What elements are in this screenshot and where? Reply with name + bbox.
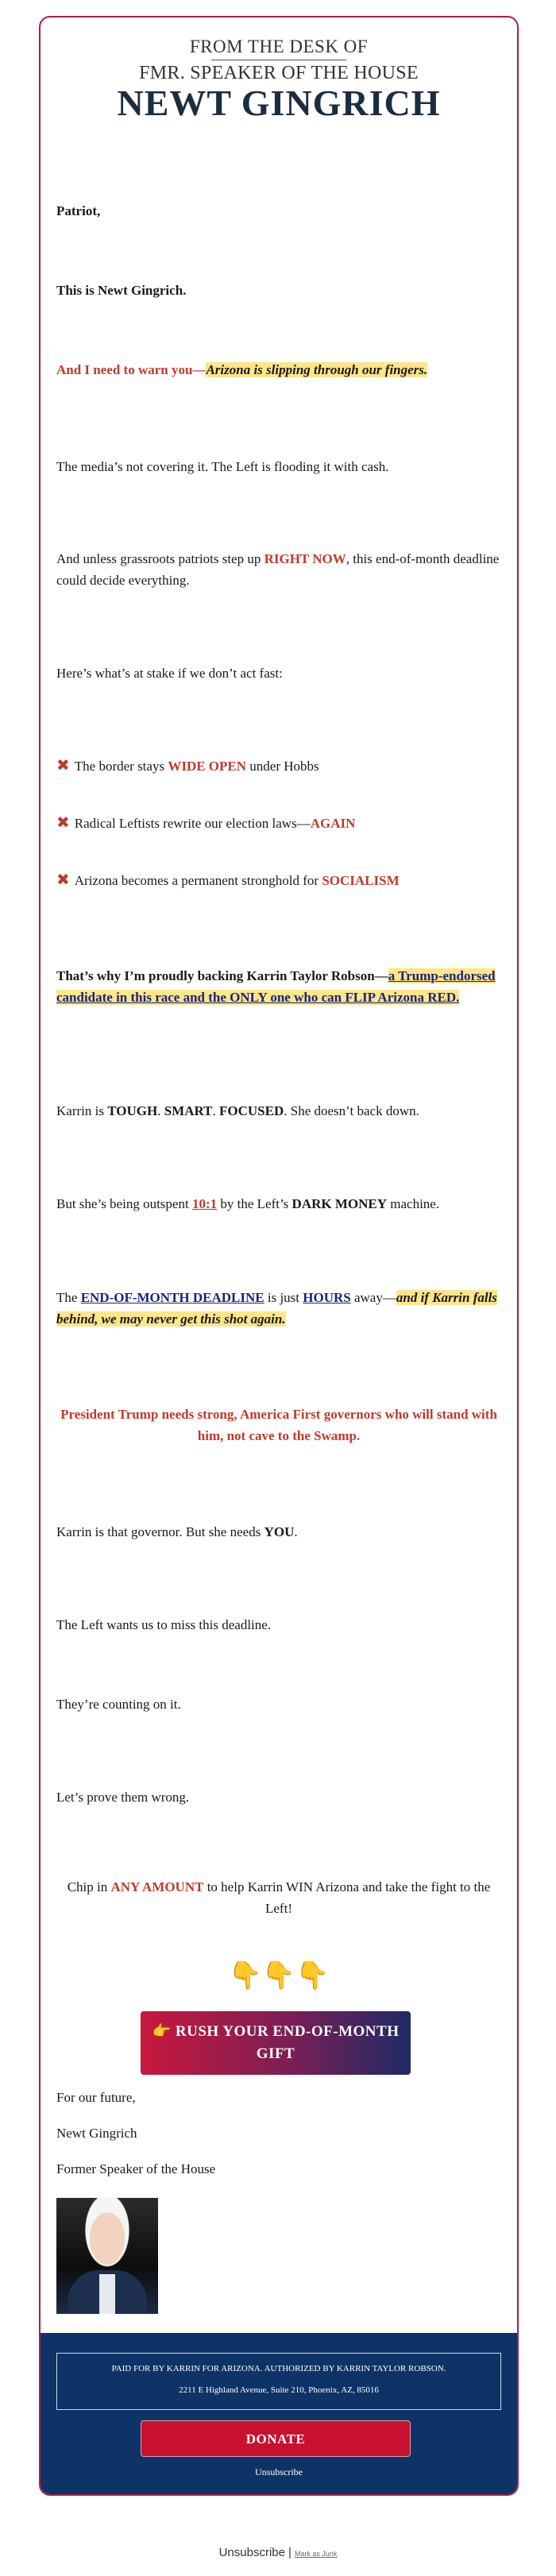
letterhead-line-2: FMR. SPEAKER OF THE HOUSE — [139, 63, 419, 83]
deadline-text-1: The — [56, 1290, 81, 1305]
prove-paragraph: Let’s prove them wrong. — [56, 1790, 190, 1805]
cross-mark-icon: ✖ — [56, 755, 70, 774]
backing-link[interactable]: a Trump-endorsed candidate in this race and the ONLY one who can FLIP Arizona RED. — [56, 968, 496, 1005]
disclaimer-box — [56, 2353, 501, 2410]
governor-period: . — [294, 1524, 298, 1539]
unsubscribe-link[interactable]: Unsubscribe — [218, 2546, 285, 2559]
letterhead — [41, 17, 517, 122]
bullet-3-emphasis: SOCIALISM — [322, 873, 400, 888]
bottom-bar — [0, 2546, 556, 2559]
tough-text-end: . She doesn’t back down. — [284, 1103, 419, 1118]
backing-text: That’s why I’m proudly backing Karrin Taylor Robson— — [56, 968, 388, 983]
email-card — [39, 16, 519, 2496]
paid-for-line: PAID FOR BY KARRIN FOR ARIZONA. AUTHORIZED BY KARRIN TAYLOR ROBSON. — [111, 2364, 446, 2373]
trump-statement: President Trump needs strong, America First governors who will stand with him, not cave to the Swamp. — [60, 1407, 497, 1443]
any-amount-emphasis: ANY AMOUNT — [110, 1879, 204, 1894]
cross-mark-icon: ✖ — [56, 870, 70, 889]
outspent-text-end: machine. — [387, 1196, 440, 1211]
media-paragraph: The media’s not covering it. The Left is flooding it with cash. — [56, 459, 389, 474]
deadline-link[interactable]: END-OF-MONTH DEADLINE — [80, 1290, 264, 1305]
tough-sep-1: . — [157, 1103, 164, 1118]
letterhead-name: NEWT GINGRICH — [117, 83, 441, 123]
footer-unsubscribe-link[interactable]: Unsubscribe — [255, 2466, 303, 2478]
unless-text-1: And unless grassroots patriots step up — [56, 551, 264, 566]
tough-word: TOUGH — [107, 1103, 158, 1118]
chip-text-2: to help Karrin WIN Arizona and take the fight to the Left! — [203, 1879, 491, 1916]
signoff: For our future, — [56, 2090, 136, 2105]
address-line: 2211 E Highland Avenue, Suite 210, Phoenix, AZ, 85016 — [179, 2385, 379, 2395]
bullet-2-text: Radical Leftists rewrite our election laws— — [74, 816, 311, 831]
cross-mark-icon: ✖ — [56, 813, 70, 832]
outspent-ratio: 10:1 — [191, 1196, 218, 1211]
you-emphasis: YOU — [264, 1524, 295, 1539]
focused-word: FOCUSED — [219, 1103, 284, 1118]
bullet-1-text: The border stays — [74, 759, 168, 774]
chip-in-paragraph — [56, 1876, 501, 1919]
unless-text-2: , this end-of-month deadline could decide everything. — [56, 551, 500, 588]
warning-line — [56, 359, 501, 380]
unless-emphasis: RIGHT NOW — [264, 551, 346, 566]
donate-button[interactable]: DONATE — [141, 2420, 411, 2457]
deadline-paragraph — [56, 1287, 501, 1330]
bullet-3-text: Arizona becomes a permanent stronghold for — [74, 873, 322, 888]
tough-paragraph — [56, 1100, 501, 1122]
footer — [41, 2333, 517, 2494]
warning-highlight: Arizona is slipping through our fingers. — [206, 362, 428, 377]
smart-word: SMART — [164, 1103, 213, 1118]
signature-name: Newt Gingrich — [56, 2126, 137, 2141]
bullet-item-3 — [56, 869, 501, 891]
bullet-2-emphasis: AGAIN — [310, 816, 356, 831]
warning-lead: And I need to warn you — [56, 362, 193, 377]
stakes-paragraph: Here’s what’s at stake if we don’t act fast: — [56, 666, 283, 681]
bullet-1-emphasis: WIDE OPEN — [168, 759, 247, 774]
outspent-text-2: by the Left’s — [217, 1196, 292, 1211]
backing-paragraph — [56, 965, 501, 1008]
rush-gift-button[interactable]: 👉 RUSH YOUR END-OF-MONTH GIFT — [141, 2011, 411, 2075]
greeting: Patriot, — [56, 203, 101, 218]
bullet-item-2 — [56, 812, 501, 834]
unless-paragraph — [56, 548, 501, 591]
portrait-photo — [56, 2198, 158, 2314]
left-wants-paragraph: The Left wants us to miss this deadline. — [56, 1617, 272, 1632]
counting-paragraph: They’re counting on it. — [56, 1697, 181, 1712]
pointing-down-icons: 👇👇👇 — [228, 1960, 330, 1991]
deadline-text-2: is just — [264, 1290, 303, 1305]
warning-dash: — — [192, 362, 207, 377]
outspent-text-1: But she’s being outspent — [56, 1196, 192, 1211]
tough-text-1: Karrin is — [56, 1103, 108, 1118]
mark-as-junk-link[interactable]: Mark as Junk — [294, 2550, 338, 2558]
governor-text: Karrin is that governor. But she needs — [56, 1524, 264, 1539]
outspent-paragraph — [56, 1193, 501, 1215]
bullet-1-text-end: under Hobbs — [246, 759, 319, 774]
hours-link[interactable]: HOURS — [303, 1290, 351, 1305]
governor-paragraph — [56, 1521, 501, 1543]
bottom-separator: | — [288, 2546, 292, 2559]
deadline-text-3: away— — [350, 1290, 396, 1305]
letterhead-line-1: FROM THE DESK OF — [189, 37, 369, 56]
dark-money-emphasis: DARK MONEY — [292, 1196, 388, 1211]
portrait-shirt — [99, 2274, 115, 2314]
intro-line: This is Newt Gingrich. — [56, 283, 187, 298]
chip-text-1: Chip in — [67, 1879, 111, 1894]
tough-sep-2: . — [212, 1103, 219, 1118]
deadline-highlight: and if Karrin falls behind, we may never get this shot again. — [56, 1290, 497, 1327]
signature-title: Former Speaker of the House — [56, 2161, 216, 2176]
bullet-item-1 — [56, 755, 501, 777]
